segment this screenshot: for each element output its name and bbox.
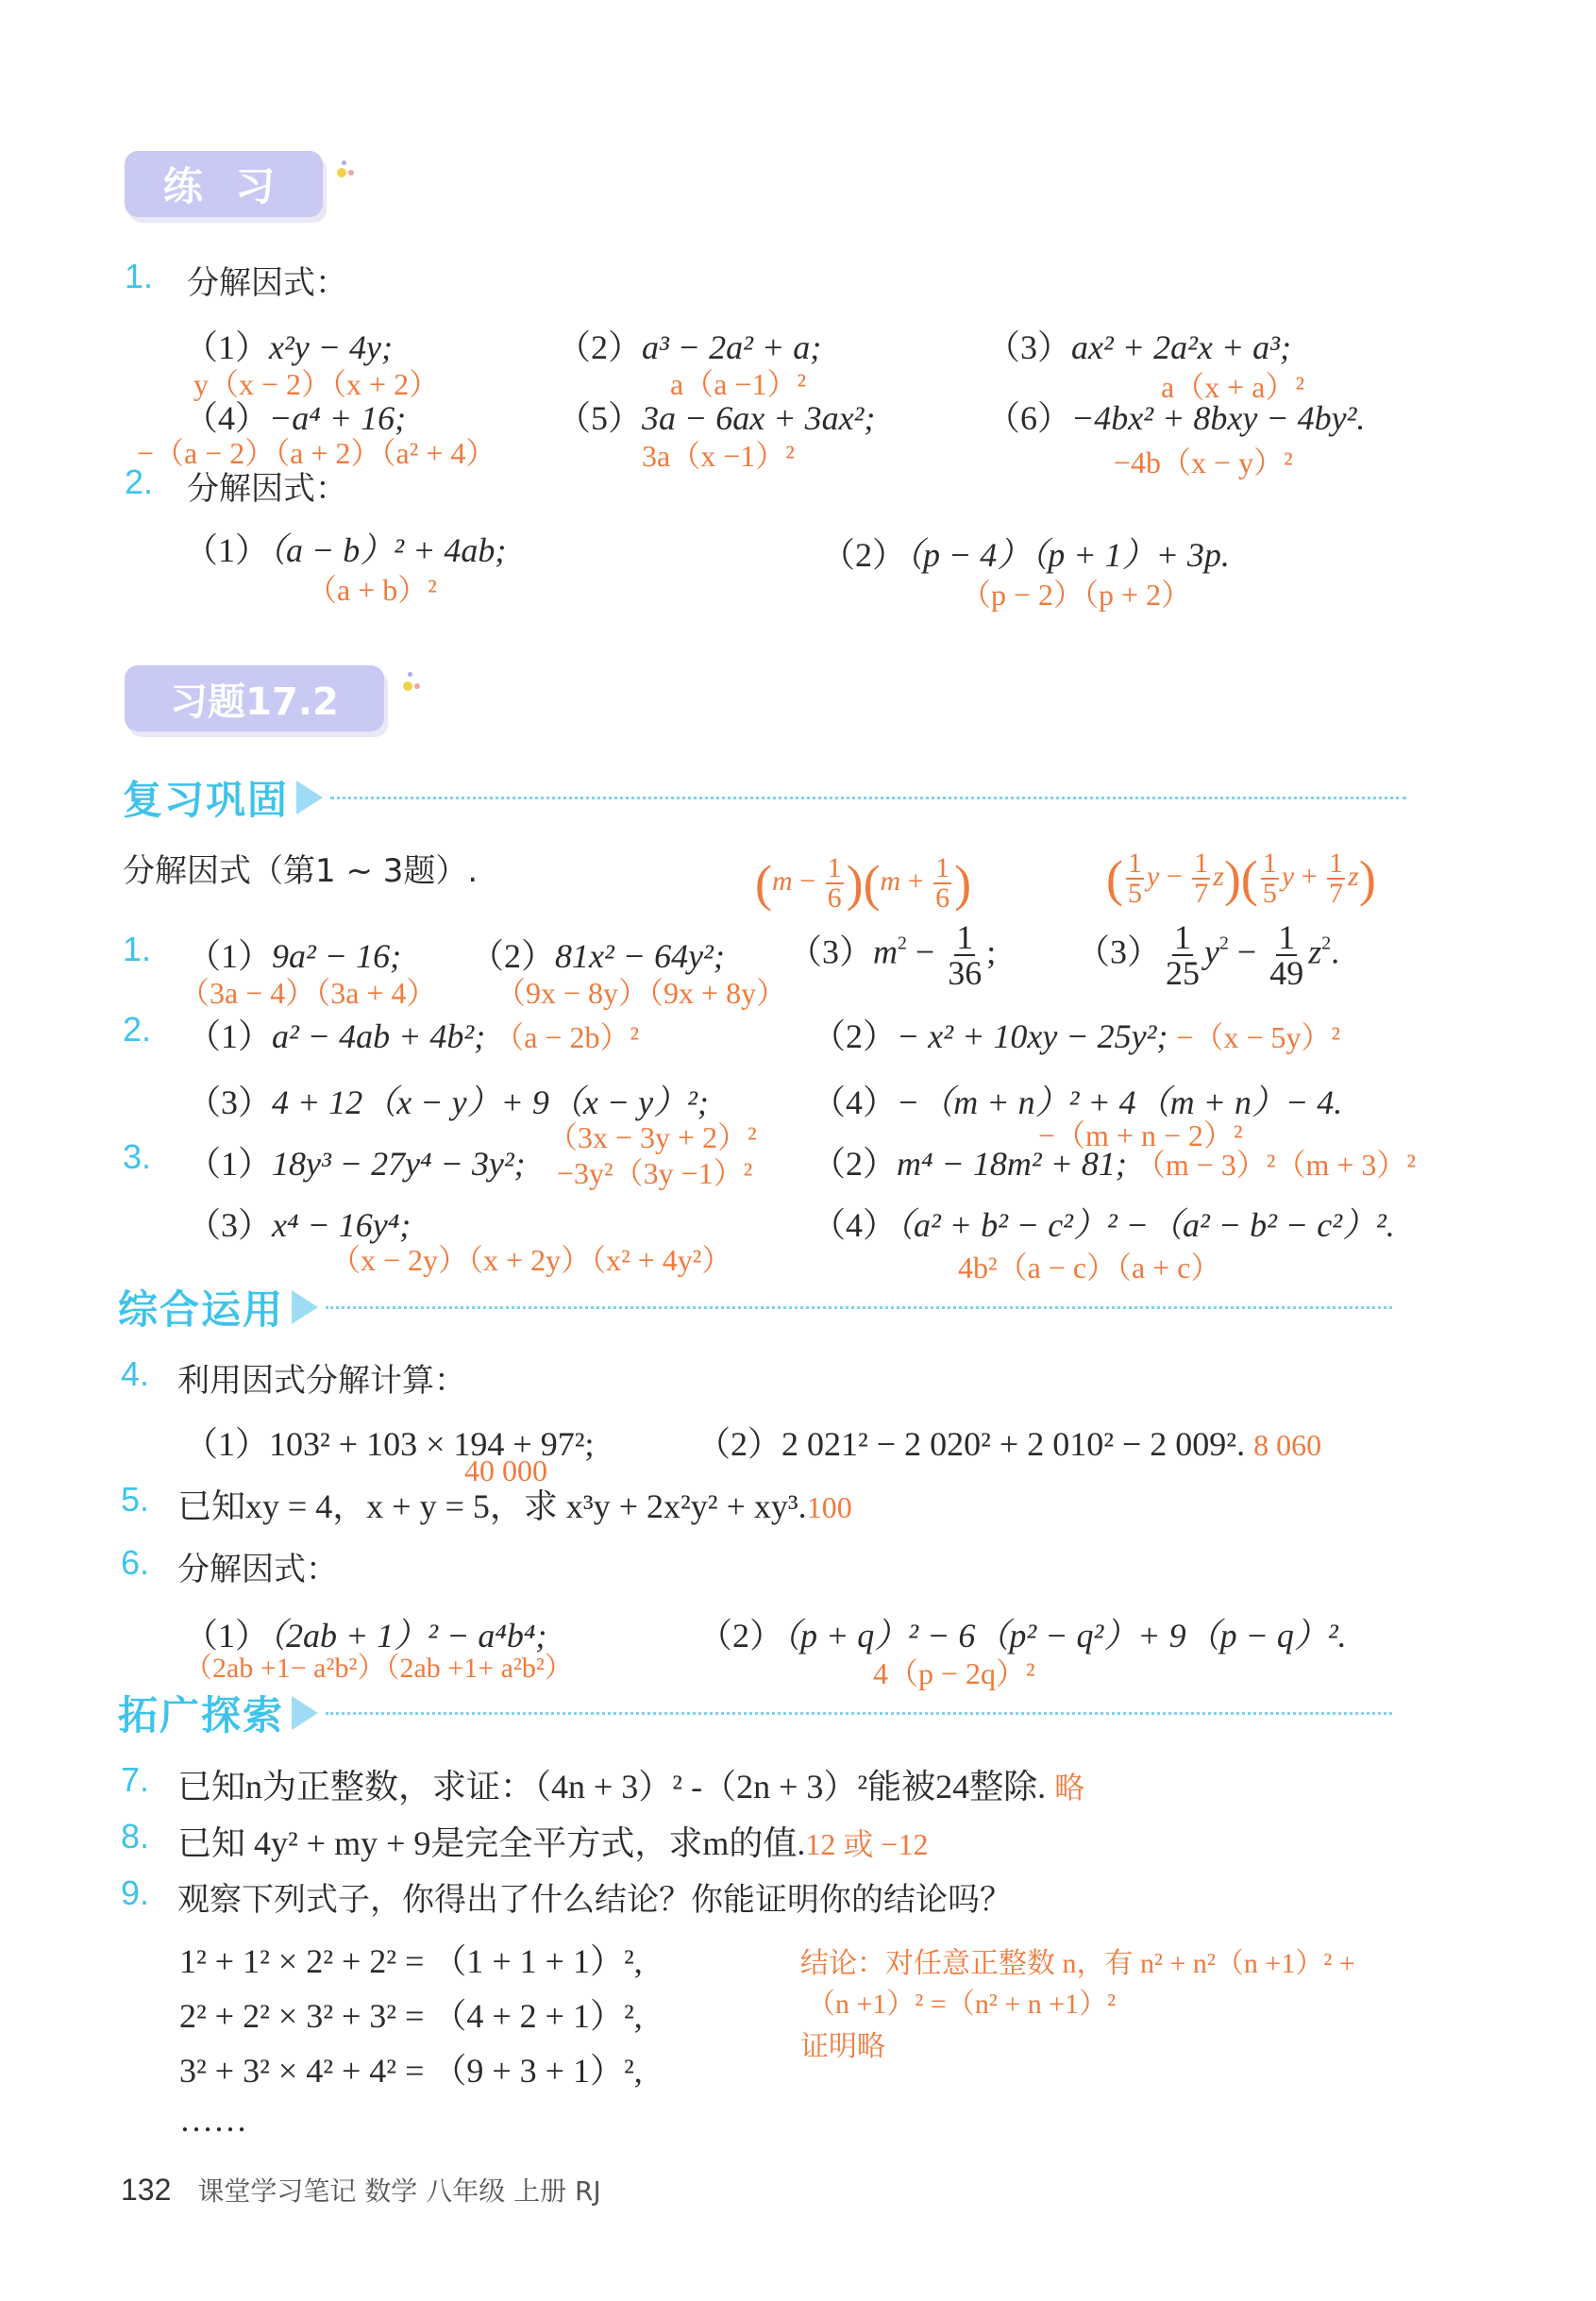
answer-proof: 证明略 [800,2031,885,2062]
question-text: 已知xy = 4，x + y = 5，求 x³y + 2x²y² + xy³. [177,1487,807,1525]
expression: 81x² − 64y²; [555,937,725,975]
question-number: 3. [123,1137,152,1176]
dotted-divider [330,797,1406,799]
expression: 4 + 12（x − y）+ 9（x − y）²; [272,1083,709,1121]
play-arrow-icon [296,781,323,815]
exercise-q4-item-1: （1）103² + 103 × 194 + 97²; [184,1425,595,1463]
answer: 略 [1054,1771,1085,1805]
page-footer [121,2171,601,2209]
exercise-q1-item-1: （1）9a² − 16; [187,937,402,975]
exercise-q1-item-3: $(3)m^2$ − $\frac{1}{36}$ ; [788,918,997,992]
practice-q1-item-1: （1）x²y − 4y; [184,328,394,366]
exercise-q3-item-3: （3）x⁴ − 16y⁴; [187,1206,412,1244]
answer-conclusion: 结论：对任意正整数 n，有 n² + n²（n +1）² + [800,1948,1355,1979]
answer: （3a − 4）（3a + 4） [179,976,437,1010]
question-text: 已知n为正整数，求证：（4n + 3）² -（2n + 3）²能被24整除. [177,1768,1047,1806]
exercise-q8-text [177,1817,928,1865]
answer: 8 060 [1253,1428,1322,1462]
answer-conclusion: （n +1）² =（n² + n +1）² [807,1989,1117,2020]
question-number: 6. [121,1543,150,1582]
exercise-q6-item-1: （1）（2ab + 1）² − a⁴b⁴; [184,1617,547,1654]
section-header-review [123,769,1406,826]
exercise-q1-item-2: （2）81x² − 64y²; [470,937,725,975]
answer: 40 000 [464,1453,547,1487]
decorative-dots-icon [401,672,429,700]
expression: a² − 4ab + 4b²; [272,1017,486,1055]
question-number: 4. [121,1354,150,1393]
expression: 2 021² − 2 020² + 2 010² − 2 009². [781,1425,1246,1463]
expression: （a − b）² + 4ab; [269,531,507,569]
answer: 4b²（a − c）（a + c） [958,1251,1221,1285]
practice-q1-item-4: （4）−a⁴ + 16; [184,399,407,437]
question-number: 8. [121,1817,150,1856]
section-header-explore [118,1685,1392,1741]
question-text: 已知 4y² + my + 9是完全平方式，求m的值. [177,1824,806,1862]
expression: x⁴ − 16y⁴; [272,1206,412,1244]
expression: （p + q）² − 6（p² − q²）+ 9（p − q）². [783,1617,1347,1654]
answer: a（a −1）² [670,367,807,401]
answer: 3a（x −1）² [642,439,795,473]
answer: （p − 2）（p + 2） [961,578,1192,612]
expression: （a² + b² − c²）² −（a² − b² − c²）². [897,1206,1395,1244]
decorative-dots-icon [335,160,363,189]
dotted-divider [326,1712,1392,1715]
expression: （2ab + 1）² − a⁴b⁴; [269,1617,547,1654]
question-number: 1. [123,930,152,968]
answer: （2ab +1− a²b²）（2ab +1+ a²b²） [184,1653,573,1684]
answer: 4（p − 2q）² [873,1656,1035,1690]
section-title: 复习巩固 [123,777,290,823]
expression: −4bx² + 8bxy − 4by². [1071,399,1366,437]
expression: 3a − 6ax + 3ax²; [642,399,876,437]
practice-q1-item-5: （5）3a − 6ax + 3ax²; [557,399,876,437]
practice-q2-item-1: （1）（a − b）² + 4ab; [184,531,507,569]
answer: （m − 3）²（m + 3）² [1134,1148,1416,1182]
exercise-q6-item-2: （2）（p + q）² − 6（p² − q²）+ 9（p − q）². [698,1617,1347,1654]
answer: （x − 2y）（x + 2y）（x² + 4y²） [330,1243,732,1277]
equation-line: 1² + 1² × 2² + 2² = （1 + 1 + 1）², [179,1942,643,1980]
answer: −（x − 5y）² [1176,1020,1341,1054]
practice-q1-item-3: （3）ax² + 2a²x + a³; [986,328,1291,366]
practice-q1-item-6: （6）−4bx² + 8bxy − 4by². [986,399,1366,437]
question-number: 2. [123,1010,152,1049]
practice-q2-item-2: （2）（p − 4）（p + 1）+ 3p. [821,536,1230,574]
exercise-q2-item-3: （3）4 + 12（x − y）+ 9（x − y）²; [187,1083,709,1121]
exercise-q5-text [177,1480,852,1528]
exercise-q1-item-4: （3） $\frac{1}{25}$ $y^2$ − $\frac{1}{49}$ $z^2$. [1076,918,1340,992]
expression: −（m + n）² + 4（m + n）− 4. [897,1083,1343,1121]
page-number: 132 [121,2173,172,2207]
answer-fraction-m: (m − $\frac{1}{6}$ )(m + $\frac{1}{6}$ ) [755,852,972,914]
expression: a³ − 2a² + a; [642,328,822,366]
answer: −（m + n − 2）² [1038,1118,1243,1152]
exercise-q4-item-2: （2）2 021² − 2 020² + 2 010² − 2 009². 8 060 [697,1425,1322,1463]
equation-line: 2² + 2² × 3² + 3² = （4 + 2 + 1）², [179,1997,643,2035]
equation-ellipsis: …… [179,2101,247,2139]
answer: （9x − 8y）（9x + 8y） [496,976,787,1010]
equation-line: 3² + 3² × 4² + 4² = （9 + 3 + 1）², [179,2052,643,2090]
question-number: 2. [125,462,154,501]
answer: −4b（x − y）² [1114,445,1293,479]
question-number: 7. [121,1760,150,1799]
section-title: 综合运用 [118,1286,285,1333]
book-title: 课堂学习笔记 数学 八年级 上册 RJ [197,2175,601,2207]
exercise-q3-item-4: （4）（a² + b² − c²）² −（a² − b² − c²）². [812,1206,1395,1244]
question-prompt: 分解因式： [177,1551,338,1588]
play-arrow-icon [292,1696,318,1730]
question-number: 1. [125,257,154,295]
exercise-q2-item-1: （1）a² − 4ab + 4b²; （a − 2b）² [187,1017,640,1055]
exercise-intro: 分解因式（第1 ~ 3题）. [123,852,479,890]
exercise-q2-item-4: （4）−（m + n）² + 4（m + n）− 4. [812,1083,1343,1121]
exercise-badge [125,665,384,731]
practice-badge-label: 练 习 [162,163,285,210]
answer: 12 或 −12 [805,1827,929,1861]
expression: −a⁴ + 16; [269,399,407,437]
expression: m⁴ − 18m² + 81; [897,1145,1127,1183]
expression: 103² + 103 × 194 + 97²; [269,1425,595,1463]
exercise-q3-item-2: （2）m⁴ − 18m² + 81; （m − 3）²（m + 3）² [812,1145,1416,1183]
expression: 9a² − 16; [272,937,402,975]
exercise-q2-item-2: （2）− x² + 10xy − 25y²; −（x − 5y）² [812,1017,1341,1055]
exercise-badge-label: 习题17.2 [170,680,339,724]
answer: y（x − 2）（x + 2） [193,367,440,401]
practice-q1-item-2: （2）a³ − 2a² + a; [557,328,822,366]
answer: （3x − 3y + 2）² [547,1120,757,1154]
exercise-q3-item-1: （1）18y³ − 27y⁴ − 3y²; [187,1145,526,1183]
expression: ax² + 2a²x + a³; [1071,328,1291,366]
answer: −（a − 2）（a + 2）（a² + 4） [137,436,496,470]
play-arrow-icon [292,1290,318,1324]
answer: （a + b）² [307,573,437,607]
question-prompt: 分解因式： [187,264,347,302]
question-prompt: 利用因式分解计算： [177,1362,466,1400]
question-prompt: 分解因式： [187,470,347,508]
answer-fraction-yz: ( $\frac{1}{5}$ y − $\frac{1}{7}$ z)( $\frac{1}{5}$ y + $\frac{1}{7}$ z) [1106,848,1376,909]
expression: 18y³ − 27y⁴ − 3y²; [272,1145,526,1183]
answer: a（x + a）² [1161,370,1305,404]
section-header-apply [118,1279,1392,1335]
question-number: 5. [121,1480,150,1519]
answer: 100 [806,1490,852,1524]
question-text: 观察下列式子，你得出了什么结论？你能证明你的结论吗？ [177,1881,1012,1919]
practice-badge [125,151,323,217]
expression: − x² + 10xy − 25y²; [897,1017,1168,1055]
expression: （p − 4）（p + 1）+ 3p. [906,536,1230,574]
section-title: 拓广探索 [118,1692,285,1738]
expression: x²y − 4y; [269,328,394,366]
answer: −3y²（3y −1）² [557,1156,753,1190]
question-number: 9. [121,1873,150,1912]
dotted-divider [326,1306,1392,1309]
answer: （a − 2b）² [494,1020,640,1054]
exercise-q7-text [177,1760,1084,1808]
